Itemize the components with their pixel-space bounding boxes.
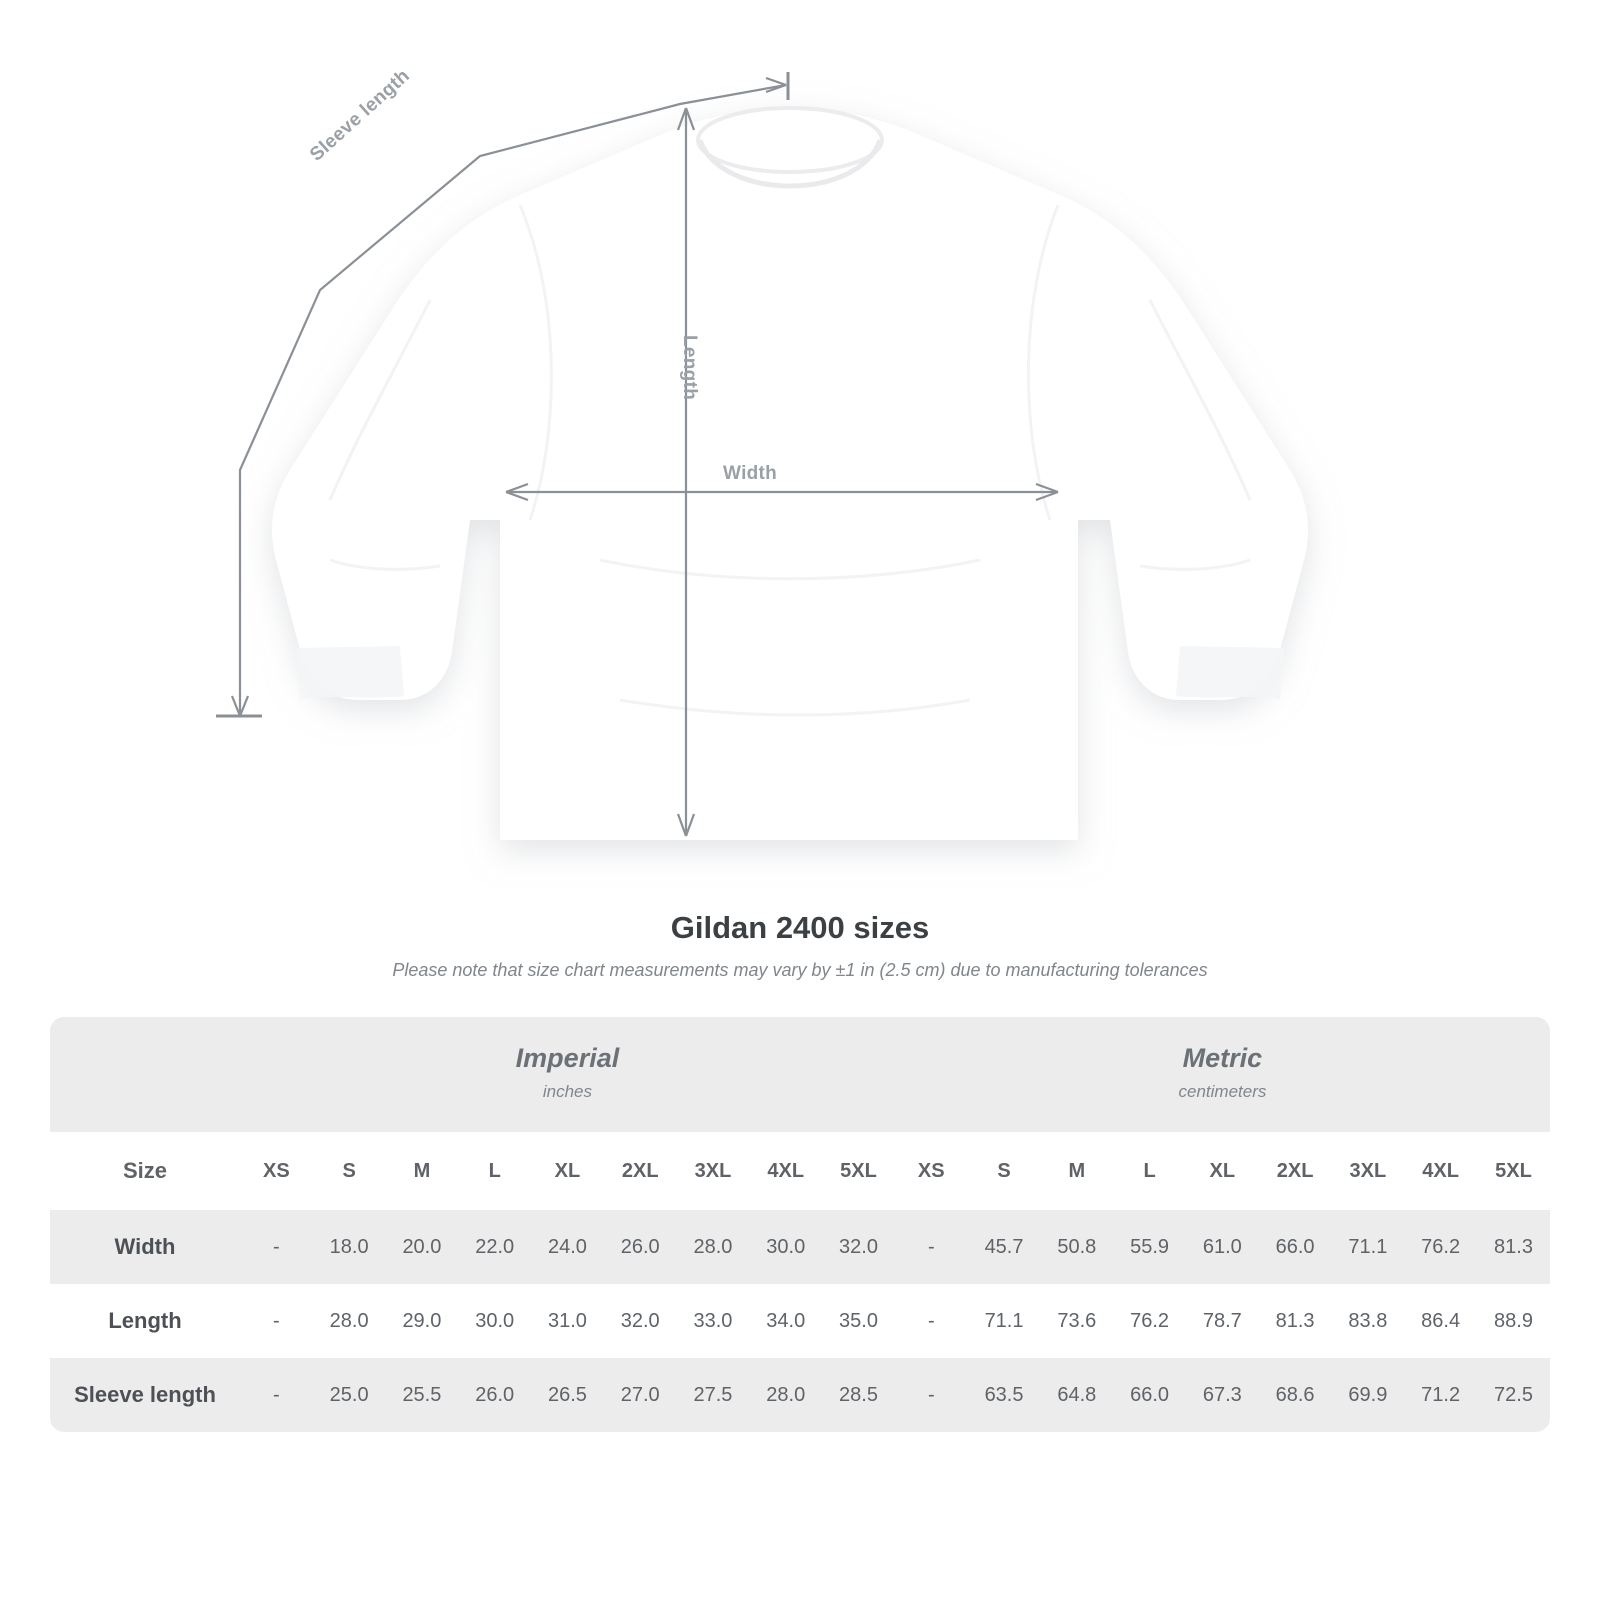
- measurement-cell: 81.3: [1259, 1284, 1332, 1358]
- size-header-cell: M: [386, 1132, 459, 1210]
- row-label: Sleeve length: [50, 1358, 240, 1432]
- measurement-cell: 22.0: [458, 1210, 531, 1284]
- measurement-cell: 32.0: [822, 1210, 895, 1284]
- measurement-cell: 28.0: [677, 1210, 750, 1284]
- measurement-cell: 76.2: [1113, 1284, 1186, 1358]
- measurement-cell: 32.0: [604, 1284, 677, 1358]
- measurement-cell: 67.3: [1186, 1358, 1259, 1432]
- measurement-cell: 61.0: [1186, 1210, 1259, 1284]
- size-column-header: Size: [50, 1132, 240, 1210]
- unit-name: Imperial: [515, 1043, 620, 1073]
- size-header-cell: 4XL: [1404, 1132, 1477, 1210]
- measurement-cell: 68.6: [1259, 1358, 1332, 1432]
- size-table: [50, 1017, 1550, 1432]
- measurement-cell: 26.0: [604, 1210, 677, 1284]
- measurement-cell: 76.2: [1404, 1210, 1477, 1284]
- unit-header-metric: [895, 1017, 1550, 1132]
- measurement-cell: 18.0: [313, 1210, 386, 1284]
- size-header-cell: XS: [240, 1132, 313, 1210]
- size-header-cell: 2XL: [1259, 1132, 1332, 1210]
- size-header-cell: L: [458, 1132, 531, 1210]
- size-header-cell: 3XL: [1331, 1132, 1404, 1210]
- width-label: Width: [723, 463, 778, 484]
- unit-subtitle: inches: [542, 1082, 593, 1101]
- measurement-cell: 25.5: [386, 1358, 459, 1432]
- unit-header-imperial: [240, 1017, 895, 1132]
- measurement-cell: 20.0: [386, 1210, 459, 1284]
- size-header-cell: XL: [1186, 1132, 1259, 1210]
- measurement-cell: 28.5: [822, 1358, 895, 1432]
- measurement-cell: 28.0: [313, 1284, 386, 1358]
- size-header-cell: XL: [531, 1132, 604, 1210]
- measurement-cell: 27.5: [677, 1358, 750, 1432]
- measurement-cell: -: [240, 1358, 313, 1432]
- sleeve-length-label: Sleeve length: [306, 65, 414, 166]
- measurement-cell: 34.0: [749, 1284, 822, 1358]
- measurement-cell: 72.5: [1477, 1358, 1550, 1432]
- measurement-cell: 64.8: [1040, 1358, 1113, 1432]
- measurement-cell: 71.2: [1404, 1358, 1477, 1432]
- size-header-cell: 5XL: [1477, 1132, 1550, 1210]
- measurement-cell: 27.0: [604, 1358, 677, 1432]
- measurement-cell: -: [895, 1284, 968, 1358]
- measurement-cell: 86.4: [1404, 1284, 1477, 1358]
- size-header-cell: 5XL: [822, 1132, 895, 1210]
- size-header-cell: S: [313, 1132, 386, 1210]
- measurement-cell: 63.5: [968, 1358, 1041, 1432]
- measurement-cell: 81.3: [1477, 1210, 1550, 1284]
- unit-name: Metric: [1182, 1043, 1263, 1073]
- unit-row-spacer: [50, 1017, 240, 1132]
- measurement-cell: 30.0: [458, 1284, 531, 1358]
- size-header-cell: 3XL: [677, 1132, 750, 1210]
- size-header-cell: M: [1040, 1132, 1113, 1210]
- tolerance-note: Please note that size chart measurements may vary by ±1 in (2.5 cm) due to manufacturing tolerances: [392, 960, 1208, 980]
- measurement-cell: 30.0: [749, 1210, 822, 1284]
- table-row: [50, 1210, 1550, 1284]
- measurement-cell: 66.0: [1259, 1210, 1332, 1284]
- title-block: [0, 910, 1600, 981]
- measurement-cell: -: [895, 1210, 968, 1284]
- row-label: Length: [50, 1284, 240, 1358]
- measurement-cell: 78.7: [1186, 1284, 1259, 1358]
- size-header-cell: XS: [895, 1132, 968, 1210]
- page-title: Gildan 2400 sizes: [670, 910, 930, 945]
- measurement-cell: 71.1: [968, 1284, 1041, 1358]
- measurement-cell: 55.9: [1113, 1210, 1186, 1284]
- measurement-cell: 45.7: [968, 1210, 1041, 1284]
- measurement-cell: -: [895, 1358, 968, 1432]
- measurement-cell: 33.0: [677, 1284, 750, 1358]
- table-row: [50, 1358, 1550, 1432]
- unit-subtitle: centimeters: [1178, 1082, 1267, 1101]
- row-label: Width: [50, 1210, 240, 1284]
- measurement-cell: -: [240, 1210, 313, 1284]
- measurement-cell: 83.8: [1331, 1284, 1404, 1358]
- measurement-cell: 26.0: [458, 1358, 531, 1432]
- shirt-shape: [272, 108, 1308, 840]
- measurement-cell: 26.5: [531, 1358, 604, 1432]
- measurement-cell: 35.0: [822, 1284, 895, 1358]
- length-label: Length: [679, 335, 700, 401]
- size-header-cell: S: [968, 1132, 1041, 1210]
- measurement-cell: 88.9: [1477, 1284, 1550, 1358]
- measurement-cell: 50.8: [1040, 1210, 1113, 1284]
- unit-header-row: [50, 1017, 1550, 1132]
- measurement-cell: 69.9: [1331, 1358, 1404, 1432]
- size-header-cell: L: [1113, 1132, 1186, 1210]
- measurement-cell: 31.0: [531, 1284, 604, 1358]
- measurement-cell: 25.0: [313, 1358, 386, 1432]
- measurement-cell: -: [240, 1284, 313, 1358]
- size-header-row: [50, 1132, 1550, 1210]
- measurement-cell: 28.0: [749, 1358, 822, 1432]
- measurement-cell: 24.0: [531, 1210, 604, 1284]
- size-header-cell: 2XL: [604, 1132, 677, 1210]
- table-row: [50, 1284, 1550, 1358]
- measurement-cell: 71.1: [1331, 1210, 1404, 1284]
- measurement-cell: 73.6: [1040, 1284, 1113, 1358]
- measurement-cell: 29.0: [386, 1284, 459, 1358]
- size-table-container: [50, 1017, 1550, 1432]
- size-header-cell: 4XL: [749, 1132, 822, 1210]
- measurement-cell: 66.0: [1113, 1358, 1186, 1432]
